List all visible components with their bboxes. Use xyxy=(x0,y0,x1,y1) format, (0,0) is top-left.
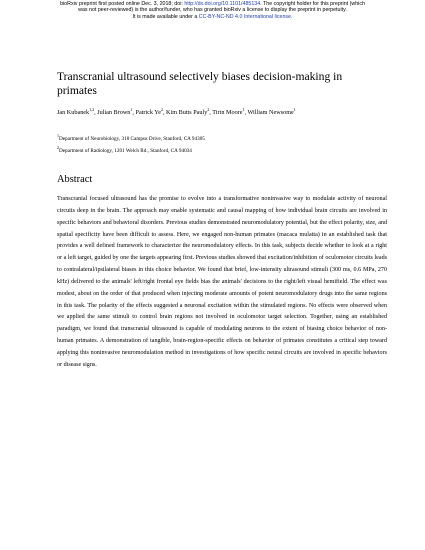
author xyxy=(57,109,94,116)
author xyxy=(166,109,209,116)
author-name: Jan Kubanek xyxy=(57,109,90,116)
affiliation-text: Department of Radiology, 1201 Welch Rd., Stanford, CA 94034 xyxy=(59,148,192,154)
preprint-notice-line3 xyxy=(0,14,425,20)
author xyxy=(212,109,244,116)
author-list: Jan Kubanek$^{1,2}$, Julian Brown$^1$, Patrick Ye$^2$, Kim Butts Pauly$^2$, Tirin Moore$^1$, William Newsome$^1$ xyxy=(57,107,296,116)
abstract-body: Transcranial focused ultrasound has the promise to evolve into a transformative noninvasive way to modulate activity of neuronal circuits deep in the brain. The approach may enable systematic and causal mapping of how individual brain circuits are involved in specific behaviors and behavioral disorders. Previous studies demonstrated neuromodulatory potential, but the effect polarity, size, and spatial specificity have been difficult to assess. Here, we engaged non-human primates (macaca mulatta) in an established task that provides a well defined framework to characterize the neuromodulatory effects. In this task, subjects decide whether to look at a right or a left target, guided by one the targets appearing first. Previous studies showed that excitation/inhibition of oculomotor circuits leads to contralateral/ipsilateral biases in this choice behavior. We found that brief, low-intensity ultrasound stimuli (300 ms, 0.6 MPa, 270 kHz) delivered to the animals' left/right frontal eye fields bias the animals' decisions to the right/left visual hemifield. The effect was modest, about on the order of that produced when injecting moderate amounts of potent neuromodulatory drugs into the same regions in this task. The polarity of the effects suggested a neuronal excitation within the stimulated regions. No effects were observed when we applied the same stimuli to control brain regions not involved in oculomotor target selection. Together, using an established paradigm, we found that transcranial ultrasound is capable of modulating neurons to the extent of biasing choice behavior of non-human primates. A demonstration of tangible, brain-region-specific effects on behavior of primates constitutes a critical step toward applying this noninvasive neuromodulation method in investigations of how specific neural circuits are involved in specific behaviors or disease signs. xyxy=(57,196,387,368)
author-name: Tirin Moore xyxy=(212,109,243,116)
author-name: Patrick Ye xyxy=(135,109,161,116)
author-name: William Newsome xyxy=(247,109,294,116)
author-affiliation-number: 2 xyxy=(160,107,163,112)
affiliation-1 xyxy=(57,133,387,142)
preprint-notice-line2: was not peer-reviewed) is the author/funder, who has granted bioRxiv a license to display the preprint in perpetuity. xyxy=(78,7,347,14)
author-affiliation-number: 2 xyxy=(207,107,210,112)
preprint-notice xyxy=(0,1,425,20)
author-affiliation-number: 1 xyxy=(130,107,133,112)
paper-title: Transcranial ultrasound selectively biases decision-making in primates xyxy=(57,70,343,97)
notice-text: It is made available under a xyxy=(132,13,199,20)
abstract-heading: Abstract xyxy=(57,174,93,185)
author-affiliation-number: 1 xyxy=(242,107,245,112)
author xyxy=(97,109,132,116)
author-affiliation-number: 1,2 xyxy=(89,107,95,112)
affiliation-number: 1 xyxy=(57,133,59,138)
notice-text: . xyxy=(291,13,293,20)
affiliation-number: 2 xyxy=(57,145,59,150)
notice-text: bioRxiv preprint first posted online Dec. 3, 2018; doi: xyxy=(60,1,185,7)
author-affiliation-number: 1 xyxy=(293,107,296,112)
author-name: Kim Butts Pauly xyxy=(166,109,208,116)
affiliation-text: Department of Neurobiology, 318 Campus Drive, Stanford, CA 94305 xyxy=(59,136,205,142)
affiliation-2 xyxy=(57,145,387,154)
license-link[interactable]: CC-BY-NC-ND 4.0 International license xyxy=(198,13,291,20)
doi-link[interactable]: http://dx.doi.org/10.1101/485134 xyxy=(184,1,261,7)
notice-text: . The copyright holder for this preprint (which xyxy=(260,1,365,7)
author xyxy=(247,109,295,116)
author-name: Julian Brown xyxy=(97,109,131,116)
author xyxy=(136,109,163,116)
